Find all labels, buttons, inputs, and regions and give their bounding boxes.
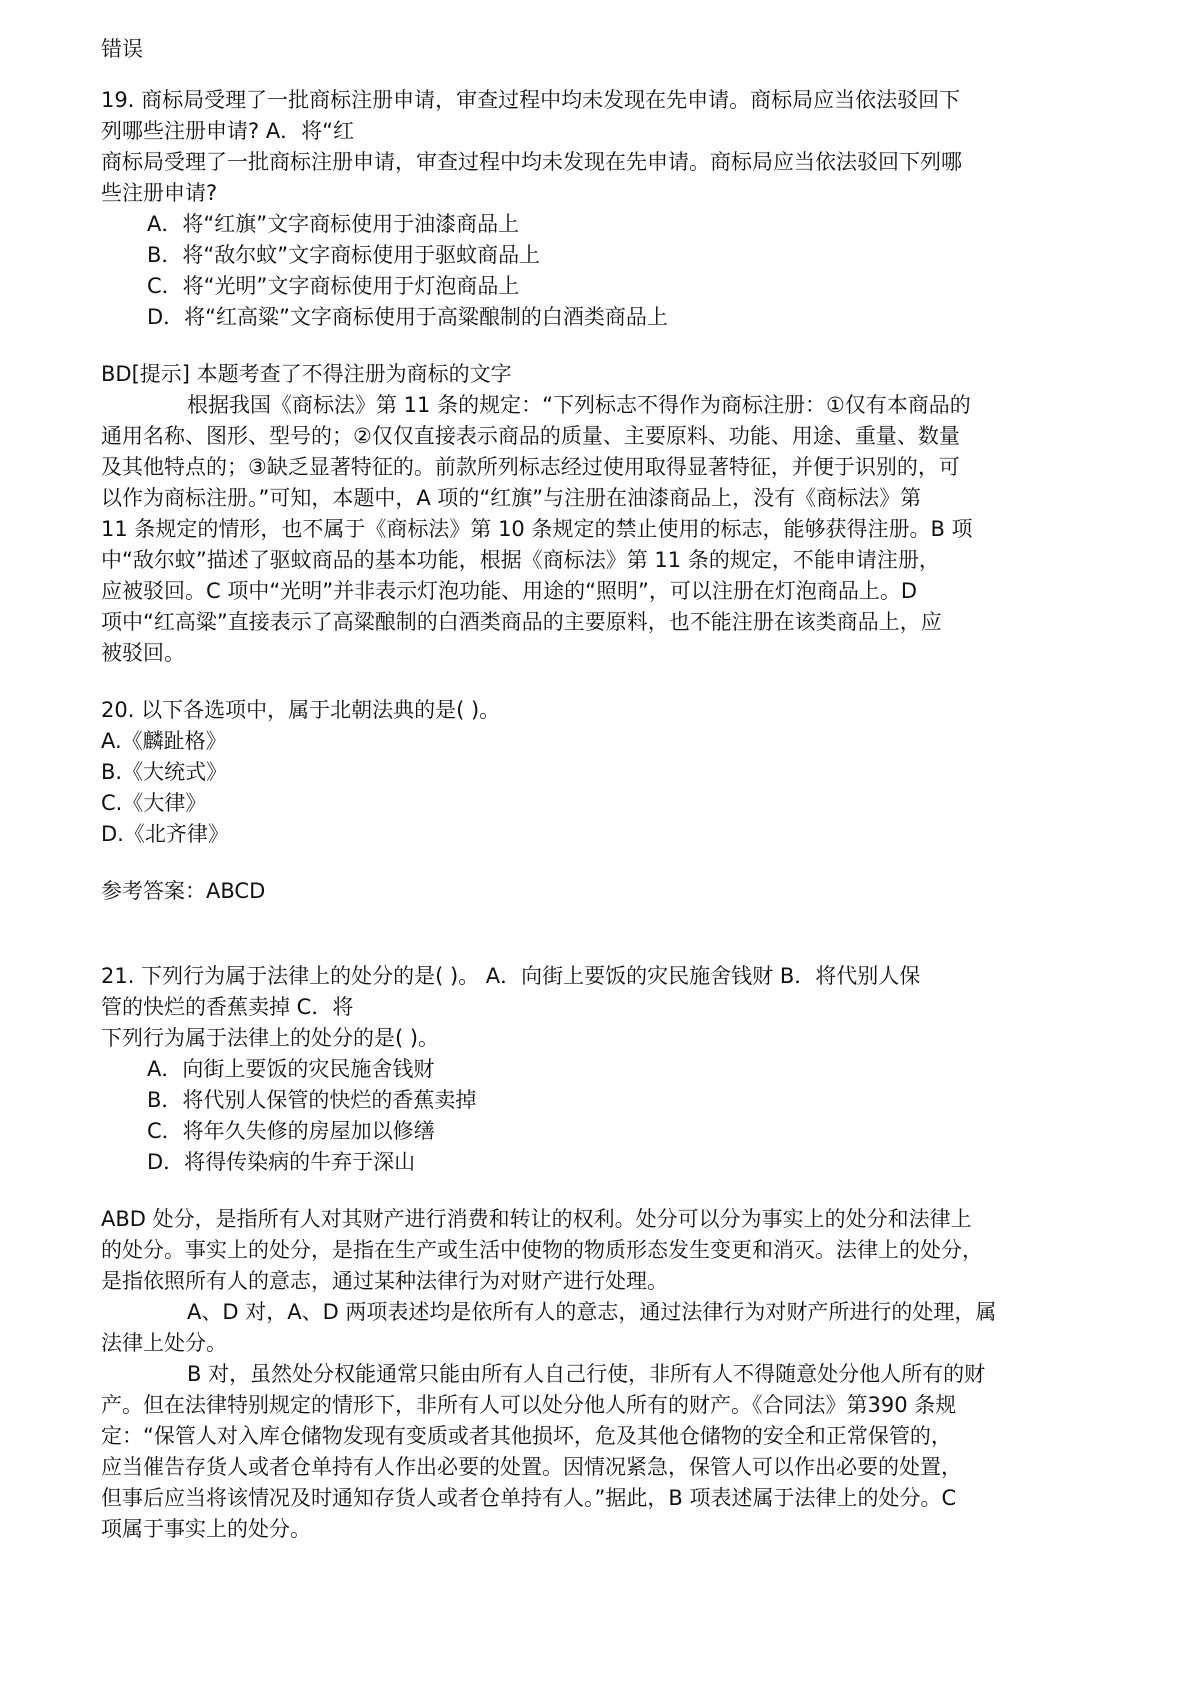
q21-explanation-line: ABD 处分，是指所有人对其财产进行消费和转让的权利。处分可以分为事实上的处分和法律上 (101, 1207, 972, 1231)
q21-explanation-line: 法律上处分。 (101, 1331, 227, 1355)
q21-explanation-line: 产。但在法律特别规定的情形下，非所有人可以处分他人所有的财产。《合同法》第390 条规 (101, 1393, 957, 1417)
q19-stem-line: 些注册申请? (101, 181, 218, 205)
q21-stem: 下列行为属于法律上的处分的是( )。 (101, 1026, 440, 1050)
q21-option-b: B．将代别人保管的快烂的香蕉卖掉 (147, 1088, 477, 1112)
q20-option-b: B.《大统式》 (101, 760, 228, 784)
q20-option-c: C.《大律》 (101, 791, 207, 815)
question-19 (101, 85, 1081, 669)
q20-option-a: A.《麟趾格》 (101, 729, 227, 753)
q19-stem-preview-line: 19. 商标局受理了一批商标注册申请，审查过程中均未发现在先申请。商标局应当依法驳回下 (101, 88, 961, 112)
q21-option-c: C．将年久失修的房屋加以修缮 (147, 1119, 435, 1143)
q20-option-d: D.《北齐律》 (101, 822, 229, 846)
q19-answer-line: BD[提示] 本题考查了不得注册为商标的文字 (101, 362, 512, 386)
q19-explanation-line: 根据我国《商标法》第 11 条的规定：“下列标志不得作为商标注册：①仅有本商品的 (187, 393, 971, 417)
q19-option-c: C．将“光明”文字商标使用于灯泡商品上 (147, 274, 520, 298)
q19-explanation-line: 应被驳回。C 项中“光明”并非表示灯泡功能、用途的“照明”，可以注册在灯泡商品上。D (101, 579, 918, 603)
q21-explanation-line: 但事后应当将该情况及时通知存货人或者仓单持有人。”据此，B 项表述属于法律上的处分。C (101, 1486, 957, 1510)
q19-explanation-line: 11 条规定的情形，也不属于《商标法》第 10 条规定的禁止使用的标志，能够获得注册。B 项 (101, 517, 973, 541)
q19-stem-line: 商标局受理了一批商标注册申请，审查过程中均未发现在先申请。商标局应当依法驳回下列哪 (101, 150, 962, 174)
q19-explanation-line: 及其他特点的；③缺乏显著特征的。前款所列标志经过使用取得显著特征，并便于识别的，可 (101, 455, 960, 479)
q19-explanation-line: 以作为商标注册。”可知，本题中，A 项的“红旗”与注册在油漆商品上，没有《商标法》第 (101, 486, 922, 510)
q20-answer: 参考答案：ABCD (101, 879, 266, 903)
q19-explanation-line: 项中“红高粱”直接表示了高粱酿制的白酒类商品的主要原料，也不能注册在该类商品上，应 (101, 610, 942, 634)
q21-explanation-line: 是指依照所有人的意志，通过某种法律行为对财产进行处理。 (101, 1269, 668, 1293)
q21-explanation-line: A、D 对，A、D 两项表述均是依所有人的意志，通过法律行为对财产所进行的处理，属 (187, 1300, 997, 1324)
q21-explanation-line: 项属于事实上的处分。 (101, 1517, 311, 1541)
q21-option-d: D．将得传染病的牛弃于深山 (147, 1150, 416, 1174)
q19-option-a: A．将“红旗”文字商标使用于油漆商品上 (147, 212, 520, 236)
q21-explanation-line: 应当催告存货人或者仓单持有人作出必要的处置。因情况紧急，保管人可以作出必要的处置， (101, 1455, 962, 1479)
q21-explanation-line: B 对，虽然处分权能通常只能由所有人自己行使，非所有人不得随意处分他人所有的财 (187, 1362, 986, 1386)
q20-stem: 20. 以下各选项中，属于北朝法典的是( )。 (101, 698, 501, 722)
q21-stem-preview-line: 21. 下列行为属于法律上的处分的是( )。 A．向街上要饭的灾民施舍钱财 B．将代别人保 (101, 964, 921, 988)
q21-explanation-line: 定：“保管人对入库仓储物发现有变质或者其他损坏，危及其他仓储物的安全和正常保管的， (101, 1424, 952, 1448)
q19-option-b: B．将“敌尔蚊”文字商标使用于驱蚊商品上 (147, 243, 541, 267)
q19-stem-preview-line: 列哪些注册申请? A．将“红 (101, 119, 355, 143)
q19-option-d: D．将“红高粱”文字商标使用于高粱酿制的白酒类商品上 (147, 305, 668, 329)
question-21 (101, 961, 1081, 1545)
q19-explanation-line: 通用名称、图形、型号的；②仅仅直接表示商品的质量、主要原料、功能、用途、重量、数量 (101, 424, 960, 448)
top-word: 错误 (101, 37, 143, 61)
q21-option-a: A．向街上要饭的灾民施舍钱财 (147, 1057, 435, 1081)
q21-explanation-line: 的处分。事实上的处分，是指在生产或生活中使物的物质形态发生变更和消灭。法律上的处分， (101, 1238, 983, 1262)
q21-stem-preview-line: 管的快烂的香蕉卖掉 C．将 (101, 995, 354, 1019)
question-20 (101, 695, 1081, 907)
q19-explanation-line: 中“敌尔蚊”描述了驱蚊商品的基本功能，根据《商标法》第 11 条的规定，不能申请注册， (101, 548, 940, 572)
q19-explanation-line: 被驳回。 (101, 641, 185, 665)
